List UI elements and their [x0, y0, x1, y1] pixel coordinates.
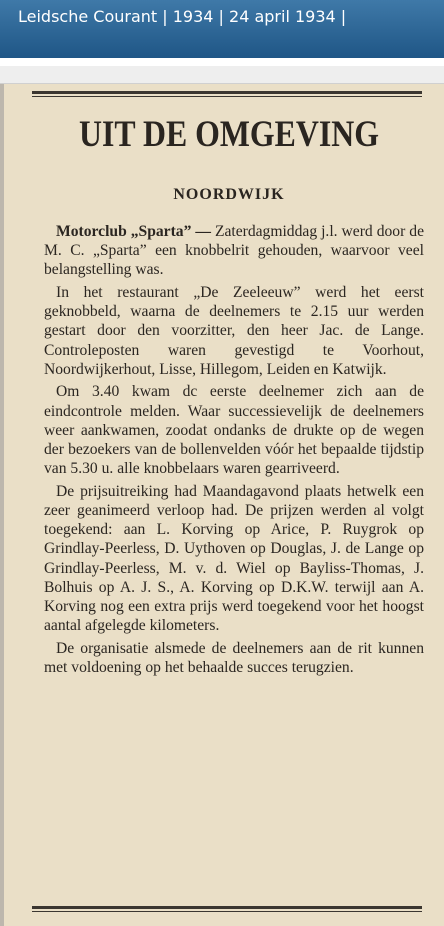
paragraph-text: De organisatie alsmede de deelnemers aan de rit kunnen met voldoening op het behaalde succes terugzien. [44, 639, 424, 677]
paragraph-lede: Motorclub „Sparta” — [56, 223, 215, 240]
paragraph-text: Om 3.40 kwam dc eerste deelnemer zich aan de eindcontrole melden. Waar successievelijk de deelnemers weer aankwamen, zoodat ondanks de drukte op de wegen der bezoekers van de bollenvelden vóór het bepaalde tijdstip van 5.30 u. alle knobbelaars waren gearriveerd. [44, 383, 424, 478]
clipping-headline: UIT DE OMGEVING [79, 114, 379, 155]
article-paragraph [44, 482, 424, 636]
section-heading: NOORDWIJK [173, 186, 285, 203]
article-paragraph [44, 382, 424, 478]
bottom-rule [32, 906, 422, 912]
paragraph-text: In het restaurant „De Zeeleeuw” werd het eerst geknobbeld, waarna de deelnemers te 2.15 uur werden gestart door den voorzitter, den heer Jac. de Lange. Controleposten waren gevestigd te Voorhout, Noordwijkerhout, Lisse, Hillegom, Leiden en Katwijk. [44, 284, 424, 378]
article-body [44, 222, 424, 681]
header-gap [0, 58, 444, 66]
toolbar-strip [0, 66, 444, 84]
top-rule [32, 91, 422, 97]
article-paragraph [44, 639, 424, 677]
paragraph-text: Zaterdagmiddag j.l. werd door de M. C. „Sparta” een knobbelrit gehouden, waarvoor veel belangstelling was. [44, 223, 424, 279]
paragraph-text: De prijsuitreiking had Maandagavond plaats hetwelk een zeer geanimeerd verloop had. De prijzen werden al volgt toegekend: aan L. Korving op Arice, P. Ruygrok op Grindlay-Peerless, D. Uythoven op Douglas, J. de Lange op Grindlay-Peerless, M. v. d. Wiel op Bayliss-Thomas, J. Bolhuis op A. J. S., A. Korving op D.K.W. terwijl aan A. Korving nog een extra prijs werd toegekend voor het hoogst aantal afgelegde kilometers. [44, 482, 424, 635]
article-paragraph [44, 283, 424, 379]
page-title: Leidsche Courant | 1934 | 24 april 1934 | [18, 7, 347, 26]
header-bar [0, 0, 444, 58]
article-paragraph [44, 222, 424, 280]
